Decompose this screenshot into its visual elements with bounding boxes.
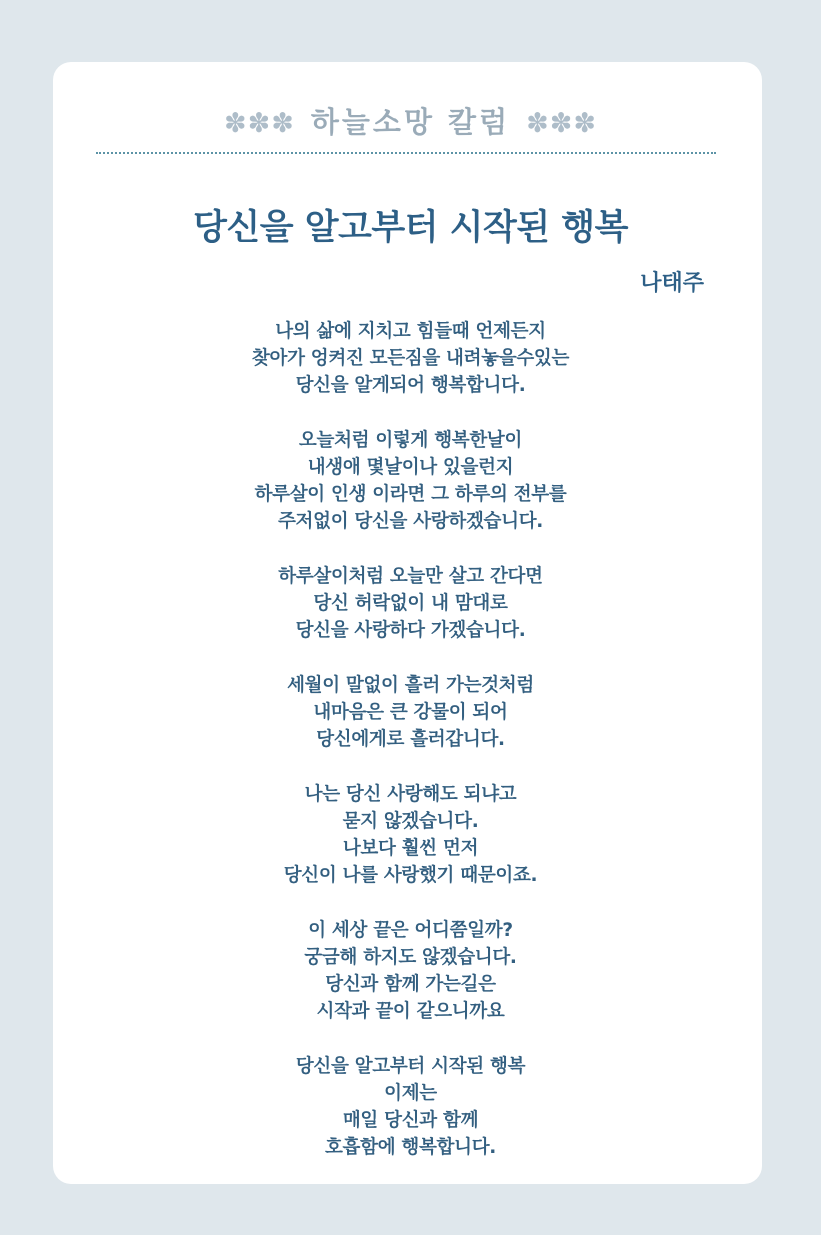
poem-body	[0, 318, 821, 1189]
poem-line: 묻지 않겠습니다.	[342, 811, 479, 832]
star-ornament-left-icon: ✽✽✽	[224, 108, 295, 139]
poem-line: 나의 삶에 지치고 힘들때 언제든지	[275, 321, 546, 342]
poem-stanza	[0, 1053, 821, 1189]
poem-stanza	[0, 917, 821, 1053]
poem-line: 당신을 사랑하다 가겠습니다.	[295, 620, 526, 641]
column-header	[0, 98, 821, 146]
poem-line: 오늘처럼 이렇게 행복한날이	[298, 430, 523, 451]
poem-line: 하루살이처럼 오늘만 살고 간다면	[278, 566, 543, 587]
poem-line: 호흡함에 행복합니다.	[324, 1137, 496, 1158]
poem-stanza	[0, 563, 821, 672]
poem-line: 나보다 훨씬 먼저	[342, 838, 479, 859]
poem-line: 당신과 함께 가는길은	[325, 974, 496, 995]
poem-title: 당신을 알고부터 시작된 행복	[193, 208, 628, 248]
poem-line: 나는 당신 사랑해도 되냐고	[304, 784, 517, 805]
poem-stanza	[0, 427, 821, 563]
poem-line: 시작과 끝이 같으니까요	[316, 1001, 505, 1022]
poem-line: 궁금해 하지도 않겠습니다.	[304, 947, 517, 968]
poem-line: 매일 당신과 함께	[342, 1110, 479, 1131]
poem-line: 당신에게로 흘러갑니다.	[316, 729, 505, 750]
poem-line: 당신을 알게되어 행복합니다.	[295, 375, 526, 396]
poem-line: 하루살이 인생 이라면 그 하루의 전부를	[254, 484, 567, 505]
star-ornament-right-icon: ✽✽✽	[526, 108, 597, 139]
poem-line: 주저없이 당신을 사랑하겠습니다.	[277, 511, 543, 532]
column-title: 하늘소망 칼럼	[310, 105, 511, 139]
poem-line: 당신이 나를 사랑했기 때문이죠.	[283, 865, 538, 886]
poem-line: 찾아가 엉켜진 모든짐을 내려놓을수있는	[251, 348, 570, 369]
poem-line: 이 세상 끝은 어디쯤일까?	[308, 920, 513, 941]
poem-line: 이제는	[384, 1083, 437, 1104]
dotted-divider	[96, 152, 716, 154]
poem-line: 내마음은 큰 강물이 되어	[313, 702, 508, 723]
poem-line: 내생애 몇날이나 있을런지	[307, 457, 514, 478]
poem-line: 당신을 알고부터 시작된 행복	[295, 1056, 526, 1077]
poem-stanza	[0, 318, 821, 427]
poem-author: 나태주	[640, 271, 704, 296]
poem-stanza	[0, 781, 821, 917]
poem-line: 세월이 말없이 흘러 가는것처럼	[287, 675, 534, 696]
poem-line: 당신 허락없이 내 맘대로	[313, 593, 508, 614]
poem-stanza	[0, 672, 821, 781]
